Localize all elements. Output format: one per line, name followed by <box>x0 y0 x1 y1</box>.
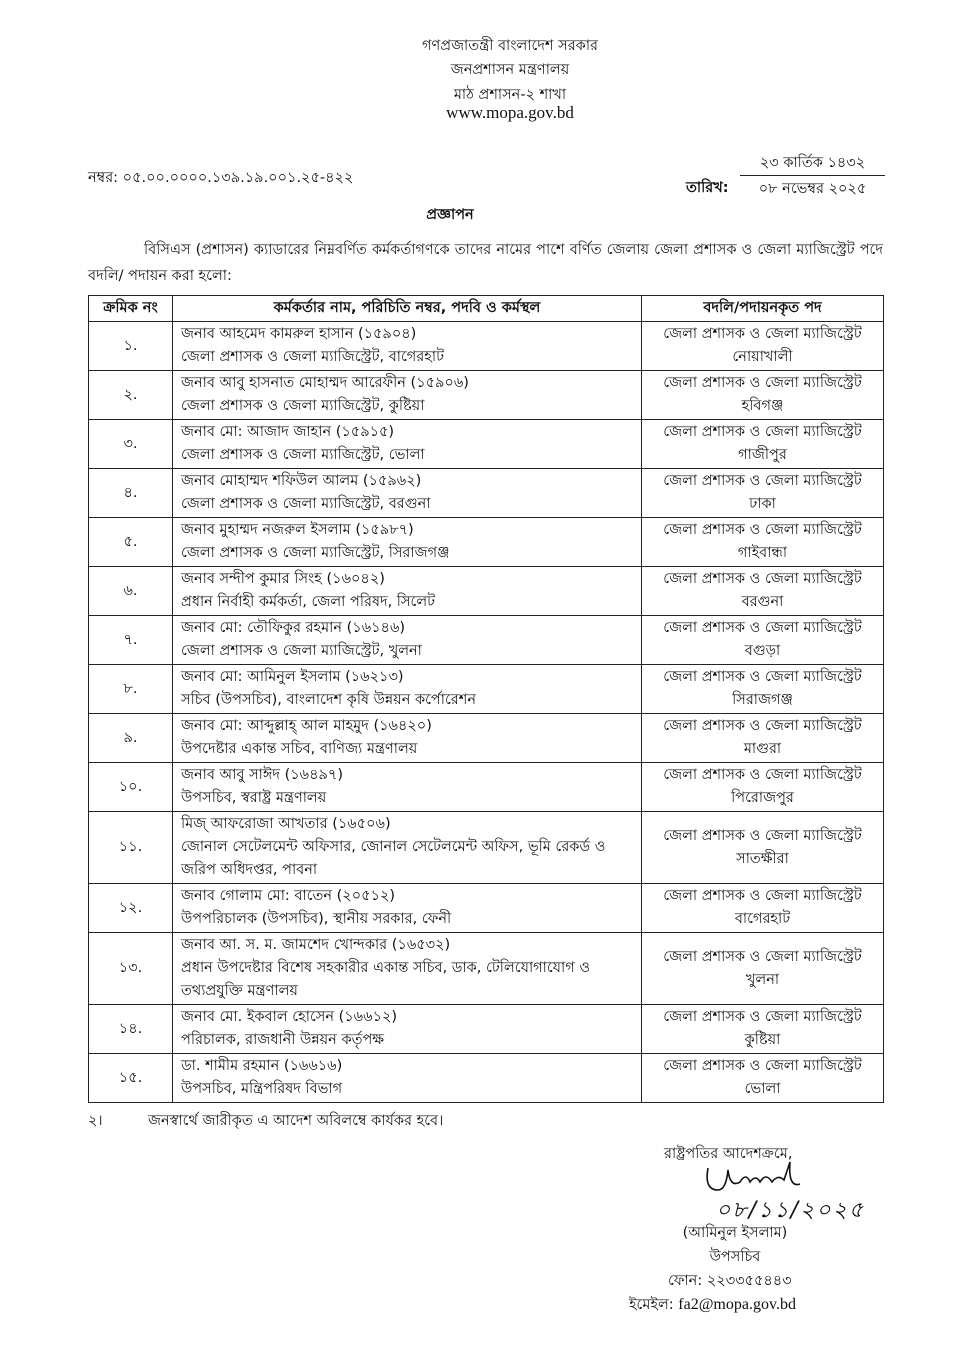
officer-name: জনাব মো: আব্দুল্লাহ্ আল মাহমুদ (১৬৪২০) <box>181 718 432 734</box>
officer-current-post: জেলা প্রশাসক ও জেলা ম্যাজিস্ট্রেট, সিরাজগঞ্জ <box>181 545 450 561</box>
table-row <box>89 714 884 763</box>
by-order-text: রাষ্ট্রপতির আদেশক্রমে, <box>664 1146 793 1162</box>
officer-cell <box>173 518 642 567</box>
officer-cell <box>173 469 642 518</box>
serial-number: ১৪. <box>89 1005 173 1054</box>
serial-number: ৫. <box>89 518 173 567</box>
serial-number: ৯. <box>89 714 173 763</box>
officer-name: জনাব সন্দীপ কুমার সিংহ (১৬০৪২) <box>181 571 385 587</box>
table-row <box>89 1005 884 1054</box>
officer-current-post: প্রধান নির্বাহী কর্মকর্তা, জেলা পরিষদ, সিলেট <box>181 594 436 610</box>
officer-name: ডা. শামীম রহমান (১৬৬১৬) <box>181 1058 343 1074</box>
posting-cell <box>642 371 884 420</box>
posting-title: জেলা প্রশাসক ও জেলা ম্যাজিস্ট্রেট <box>663 424 862 440</box>
serial-number: ৭. <box>89 616 173 665</box>
table-row <box>89 567 884 616</box>
memo-number: নম্বর: ০৫.০০.০০০০.১৩৯.১৯.০০১.২৫-৪২২ <box>88 170 354 186</box>
serial-number: ১২. <box>89 884 173 933</box>
posting-title: জেলা প্রশাসক ও জেলা ম্যাজিস্ট্রেট <box>663 326 862 342</box>
transfer-table <box>88 295 884 1103</box>
officer-cell <box>173 884 642 933</box>
officer-current-post: জেলা প্রশাসক ও জেলা ম্যাজিস্ট্রেট, বাগেরহাট <box>181 349 444 365</box>
table-row <box>89 884 884 933</box>
branch-name: মাঠ প্রশাসন-২ শাখা <box>453 87 567 103</box>
officer-current-post: উপপরিচালক (উপসচিব), স্থানীয় সরকার, ফেনী <box>181 911 452 927</box>
officer-current-post: সচিব (উপসচিব), বাংলাদেশ কৃষি উন্নয়ন কর্পোরেশন <box>181 692 477 708</box>
table-row <box>89 665 884 714</box>
signer-phone: ফোন: ২২৩৩৫৫৪৪৩ <box>668 1273 792 1289</box>
intro-paragraph: বিসিএস (প্রশাসন) ক্যাডারের নিম্নবর্ণিত কর্মকর্তাগণকে তাদের নামের পাশে বর্ণিত জেলায় জেলা প্রশাসক ও জেলা ম্যাজিস্ট্রেট পদে বদলি/ পদায়ন করা হলো: <box>88 242 883 284</box>
serial-number: ১০. <box>89 763 173 812</box>
posting-cell <box>642 714 884 763</box>
serial-number: ১১. <box>89 812 173 884</box>
posting-district: সাতক্ষীরা <box>736 850 789 867</box>
posting-district: মাগুরা <box>743 741 782 757</box>
officer-current-post: উপসচিব, স্বরাষ্ট্র মন্ত্রণালয় <box>181 790 327 806</box>
posting-title: জেলা প্রশাসক ও জেলা ম্যাজিস্ট্রেট <box>663 948 862 965</box>
clause-text: জনস্বার্থে জারীকৃত এ আদেশ অবিলম্বে কার্যকর হবে। <box>148 1113 444 1129</box>
posting-cell <box>642 1005 884 1054</box>
table-row <box>89 518 884 567</box>
signer-name: (আমিনুল ইসলাম) <box>682 1225 788 1241</box>
posting-district: কুষ্টিয়া <box>744 1032 781 1048</box>
officer-cell <box>173 812 642 884</box>
table-row <box>89 616 884 665</box>
posting-title: জেলা প্রশাসক ও জেলা ম্যাজিস্ট্রেট <box>663 522 862 538</box>
officer-current-post: পরিচালক, রাজধানী উন্নয়ন কর্তৃপক্ষ <box>181 1032 385 1048</box>
table-row <box>89 933 884 1005</box>
posting-title: জেলা প্রশাসক ও জেলা ম্যাজিস্ট্রেট <box>663 375 862 391</box>
officer-cell <box>173 1005 642 1054</box>
officer-cell <box>173 371 642 420</box>
posting-title: জেলা প্রশাসক ও জেলা ম্যাজিস্ট্রেট <box>663 620 862 636</box>
officer-current-post: জেলা প্রশাসক ও জেলা ম্যাজিস্ট্রেট, বরগুনা <box>181 496 431 512</box>
signer-email-row <box>629 1294 796 1318</box>
serial-number: ২. <box>89 371 173 420</box>
posting-district: পিরোজপুর <box>731 790 794 806</box>
date-divider <box>740 175 885 176</box>
officer-name: জনাব আ. স. ম. জামশেদ খোন্দকার (১৬৫৩২) <box>181 937 451 953</box>
posting-cell <box>642 322 884 371</box>
posting-cell <box>642 812 884 884</box>
table-row <box>89 1054 884 1103</box>
posting-title: জেলা প্রশাসক ও জেলা ম্যাজিস্ট্রেট <box>663 571 862 587</box>
officer-name: মিজ্ আফরোজা আখতার (১৬৫০৬) <box>181 816 391 832</box>
posting-district: বগুড়া <box>744 643 781 659</box>
officer-name: জনাব মো: আমিনুল ইসলাম (১৬২১৩) <box>181 669 404 685</box>
officer-cell <box>173 933 642 1005</box>
officer-name: জনাব মো. ইকবাল হোসেন (১৬৬১২) <box>181 1009 398 1025</box>
website-link[interactable]: www.mopa.gov.bd <box>446 103 574 122</box>
date-bangla: ২৩ কার্তিক ১৪৩২ <box>759 155 866 171</box>
document-title: প্রজ্ঞাপন <box>426 207 474 223</box>
posting-title: জেলা প্রশাসক ও জেলা ম্যাজিস্ট্রেট <box>663 473 862 489</box>
posting-title: জেলা প্রশাসক ও জেলা ম্যাজিস্ট্রেট <box>663 888 862 904</box>
officer-cell <box>173 763 642 812</box>
posting-district: হবিগঞ্জ <box>741 398 784 414</box>
email-link[interactable]: fa2@mopa.gov.bd <box>678 1296 796 1313</box>
header-serial: ক্রমিক নং <box>89 296 173 322</box>
officer-name: জনাব আবু সাঈদ (১৬৪৯৭) <box>181 767 343 783</box>
posting-cell <box>642 616 884 665</box>
officer-current-post: জেলা প্রশাসক ও জেলা ম্যাজিস্ট্রেট, ভোলা <box>181 447 425 463</box>
officer-cell <box>173 665 642 714</box>
ministry-name: জনপ্রশাসন মন্ত্রণালয় <box>450 62 570 78</box>
serial-number: ১৩. <box>89 933 173 1005</box>
officer-current-post: উপসচিব, মন্ত্রিপরিষদ বিভাগ <box>181 1081 343 1097</box>
table-row <box>89 812 884 884</box>
posting-cell <box>642 518 884 567</box>
posting-cell <box>642 933 884 1005</box>
table-row <box>89 420 884 469</box>
header-officer: কর্মকর্তার নাম, পরিচিতি নম্বর, পদবি ও কর্মস্থল <box>173 296 642 322</box>
officer-cell <box>173 714 642 763</box>
table-row <box>89 469 884 518</box>
table-header-row <box>89 296 884 322</box>
govt-name: গণপ্রজাতন্ত্রী বাংলাদেশ সরকার <box>421 38 598 54</box>
posting-title: জেলা প্রশাসক ও জেলা ম্যাজিস্ট্রেট <box>663 669 862 685</box>
posting-cell <box>642 567 884 616</box>
serial-number: ১. <box>89 322 173 371</box>
posting-title: জেলা প্রশাসক ও জেলা ম্যাজিস্ট্রেট <box>663 1009 862 1025</box>
table-row <box>89 371 884 420</box>
posting-district: নোয়াখালী <box>732 349 793 365</box>
serial-number: ৪. <box>89 469 173 518</box>
posting-title: জেলা প্রশাসক ও জেলা ম্যাজিস্ট্রেট <box>663 718 862 734</box>
posting-district: ঢাকা <box>749 496 776 512</box>
posting-title: জেলা প্রশাসক ও জেলা ম্যাজিস্ট্রেট <box>663 767 862 783</box>
officer-cell <box>173 322 642 371</box>
serial-number: ৮. <box>89 665 173 714</box>
serial-number: ১৫. <box>89 1054 173 1103</box>
date-gregorian: ০৮ নভেম্বর ২০২৫ <box>758 181 867 197</box>
officer-name: জনাব আবু হাসনাত মোহাম্মদ আরেফীন (১৫৯০৬) <box>181 375 469 391</box>
officer-current-post: জেলা প্রশাসক ও জেলা ম্যাজিস্ট্রেট, কুষ্টিয়া <box>181 398 425 414</box>
officer-name: জনাব মো: তৌফিকুর রহমান (১৬১৪৬) <box>181 620 406 636</box>
email-label: ইমেইল: <box>629 1297 674 1313</box>
posting-district: বরগুনা <box>741 594 784 610</box>
officer-current-post: জোনাল সেটেলমেন্ট অফিসার, জোনাল সেটেলমেন্ট অফিস, ভূমি রেকর্ড ও জরিপ অধিদপ্তর, পাবনা <box>181 839 606 878</box>
clause-number: ২। <box>88 1113 103 1129</box>
officer-cell <box>173 420 642 469</box>
officer-current-post: উপদেষ্টার একান্ত সচিব, বাণিজ্য মন্ত্রণালয় <box>181 741 418 757</box>
posting-district: খুলনা <box>745 971 780 988</box>
officer-cell <box>173 567 642 616</box>
posting-title: জেলা প্রশাসক ও জেলা ম্যাজিস্ট্রেট <box>663 827 862 844</box>
posting-district: গাইবান্ধা <box>737 545 788 561</box>
officer-cell <box>173 1054 642 1103</box>
table-row <box>89 322 884 371</box>
posting-district: সিরাজগঞ্জ <box>732 692 793 708</box>
officer-name: জনাব মো: আজাদ জাহান (১৫৯১৫) <box>181 424 395 440</box>
serial-number: ৩. <box>89 420 173 469</box>
officer-name: জনাব মোহাম্মদ শফিউল আলম (১৫৯৬২) <box>181 473 422 489</box>
officer-name: জনাব আহমেদ কামরুল হাসান (১৫৯০৪) <box>181 326 417 342</box>
date-label: তারিখ: <box>686 180 729 196</box>
officer-cell <box>173 616 642 665</box>
posting-district: ভোলা <box>744 1081 781 1097</box>
signer-designation: উপসচিব <box>709 1249 761 1265</box>
posting-cell <box>642 420 884 469</box>
posting-cell <box>642 665 884 714</box>
officer-name: জনাব মুহাম্মদ নজরুল ইসলাম (১৫৯৮৭) <box>181 522 414 538</box>
header-post: বদলি/পদায়নকৃত পদ <box>642 296 884 322</box>
officer-current-post: জেলা প্রশাসক ও জেলা ম্যাজিস্ট্রেট, খুলনা <box>181 643 422 659</box>
table-row <box>89 763 884 812</box>
officer-name: জনাব গোলাম মো: বাতেন (২০৫১২) <box>181 888 396 904</box>
posting-district: বাগেরহাট <box>734 911 791 927</box>
handwritten-date: ০৮/১১/২০২৫ <box>716 1198 866 1223</box>
posting-cell <box>642 1054 884 1103</box>
posting-cell <box>642 469 884 518</box>
posting-cell <box>642 763 884 812</box>
posting-title: জেলা প্রশাসক ও জেলা ম্যাজিস্ট্রেট <box>663 1058 862 1074</box>
serial-number: ৬. <box>89 567 173 616</box>
posting-cell <box>642 884 884 933</box>
posting-district: গাজীপুর <box>738 447 787 463</box>
officer-current-post: প্রধান উপদেষ্টার বিশেষ সহকারীর একান্ত সচিব, ডাক, টেলিযোগাযোগ ও তথ্যপ্রযুক্তি মন্ত্রণালয় <box>181 960 591 999</box>
